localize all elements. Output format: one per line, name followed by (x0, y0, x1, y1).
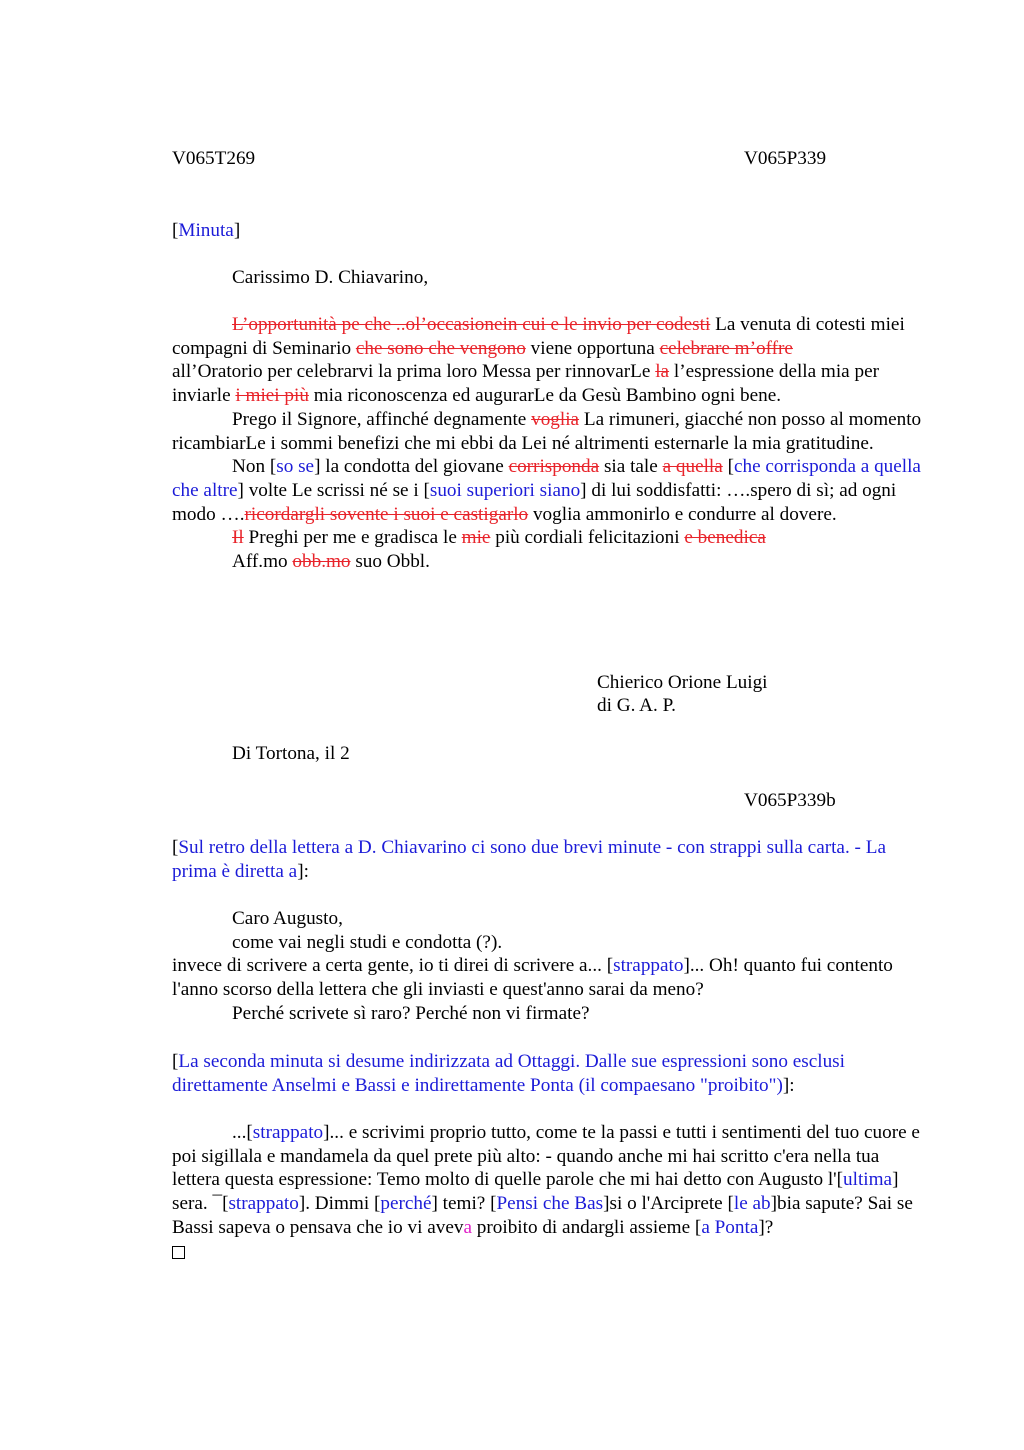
editorial-text: le ab (733, 1193, 771, 1215)
letter-paragraph-3: Non [so se] la condotta del giovane corrisponda sia tale a quella [che corrisponda a quella che altre] volte Le scrissi né se i [suoi superiori siano] di lui soddisfatti: ….spero di sì; ad ogni modo ….ricordargli sovente i suoi e castigarlo voglia ammonirlo e condurre al dovere. (172, 456, 921, 525)
editorial-text: strappato (252, 1122, 324, 1143)
deleted-text: che sono che vengono (355, 337, 526, 359)
ottaggi-paragraph: ...[strappato]... e scrivimi proprio tutto, come te la passi e tutti i sentimenti del tuo cuore e poi sigillala e mandamela da quel prete più alto: - quando anche mi hai scritto c'era nella tua lettera questa espressione: Temo molto di quelle parole che mi hai detto con Augusto l'[ultima] sera. ¯[strappato]. Dimmi [perché] temi? [Pensi che Bas]si o l'Arciprete [le ab]bia sapute? Sai se Bassi sapeva o pensava che io vi aveva proibito di andargli assieme [a Ponta]? (172, 1122, 920, 1238)
deleted-text: obb.mo (292, 551, 351, 573)
deleted-text: a quella (662, 456, 723, 478)
letter-paragraph-1: L’opportunità pe che ..ol’occasionein cui e le invio per codesti La venuta di cotesti miei compagni di Seminario che sono che vengono viene opportuna celebrare m’offre all’Oratorio per celebrarvi la prima loro Messa per rinnovarLe la l’espressione della mia per inviarle i miei più mia riconoscenza ed augurarLe da Gesù Bambino ogni bene. (172, 314, 905, 407)
augusto-paragraph: invece di scrivere a certa gente, io ti direi di scrivere a... [strappato]... Oh! quanto fui contento l'anno scorso della lettera che gli inviasti e quest'anno sarai da meno? (172, 955, 893, 1001)
editorial-note-2: [La seconda minuta si desume indirizzata ad Ottaggi. Dalle sue espressioni sono esclusi direttamente Anselmi e Bassi e indirettamente Ponta (il compaesano "proibito")]: (172, 1051, 845, 1096)
page-code-b: V065P339b (744, 790, 836, 811)
signature-name: Chierico Orione Luigi (597, 672, 768, 693)
deleted-text: i miei più (235, 385, 309, 407)
deleted-text: celebrare m’offre (659, 337, 793, 359)
editorial-note-1: [Sul retro della lettera a D. Chiavarino ci sono due brevi minute - con strappi sulla carta. - La prima è diretta a]: (172, 837, 886, 882)
deleted-text: corrisponda (508, 456, 600, 478)
deleted-text: mie (461, 527, 491, 549)
letter-paragraph-2: Prego il Signore, affinché degnamente voglia La rimuneri, giacché non posso al momento ricambiarLe i sommi benefizi che mi ebbi da Lei né altrimenti esternarle la mia gratitudine. (172, 408, 922, 454)
header-right-code: V065P339 (744, 148, 827, 169)
deleted-text: voglia (531, 408, 580, 430)
augusto-minuta (172, 907, 922, 1026)
editorial-text: suoi superiori siano (429, 479, 581, 501)
editorial-text: strappato (613, 955, 684, 977)
deleted-text: Il (232, 527, 244, 549)
deleted-text: ricordargli sovente i suoi e castigarlo (244, 503, 529, 525)
minuta-text: Minuta (178, 220, 234, 241)
deleted-text: la (655, 361, 670, 383)
editorial-text: so se (276, 456, 315, 478)
end-marker (172, 1240, 922, 1264)
editorial-text: perché (380, 1193, 432, 1215)
editorial-text: che corrisponda a quella che altre (172, 456, 921, 501)
editorial-text: Sul retro della lettera a D. Chiavarino ci sono due brevi minute - con strappi sulla carta. - La prima è diretta a (172, 837, 886, 882)
editorial-text: ultima (843, 1169, 893, 1191)
editorial-text: La seconda minuta si desume indirizzata ad Ottaggi. Dalle sue espressioni sono esclusi direttamente Anselmi e Bassi e indirettamente Ponta (il compaesano "proibito") (172, 1051, 845, 1096)
editorial-text: strappato (228, 1193, 299, 1215)
date-line: Di Tortona, il 2 (232, 743, 350, 764)
editorial-text: a Ponta (701, 1216, 759, 1238)
header-left-code: V065T269 (172, 148, 256, 169)
minuta-label: [Minuta] (172, 220, 241, 241)
letter-salutation: Carissimo D. Chiavarino, (232, 267, 429, 288)
deleted-text: e benedica (684, 527, 766, 549)
highlighted-text: a (463, 1216, 472, 1238)
ottaggi-minuta (172, 1121, 922, 1263)
deleted-text: L’opportunità pe che ..ol’occasionein cui e le invio per codesti (232, 314, 711, 335)
letter-paragraph-4: Il Preghi per me e gradisca le mie più cordiali felicitazioni e benedica (232, 527, 766, 549)
augusto-line-2: come vai negli studi e condotta (?). (232, 931, 503, 953)
signature-sub: di G. A. P. (597, 695, 676, 716)
augusto-line-4: Perché scrivete sì raro? Perché non vi firmate? (232, 1002, 590, 1024)
augusto-salutation: Caro Augusto, (232, 908, 343, 929)
editorial-text: Pensi che Bas (496, 1193, 604, 1215)
square-end-icon (172, 1246, 185, 1259)
letter-closing: Aff.mo obb.mo suo Obbl. (232, 551, 430, 573)
letter-body (172, 313, 922, 574)
